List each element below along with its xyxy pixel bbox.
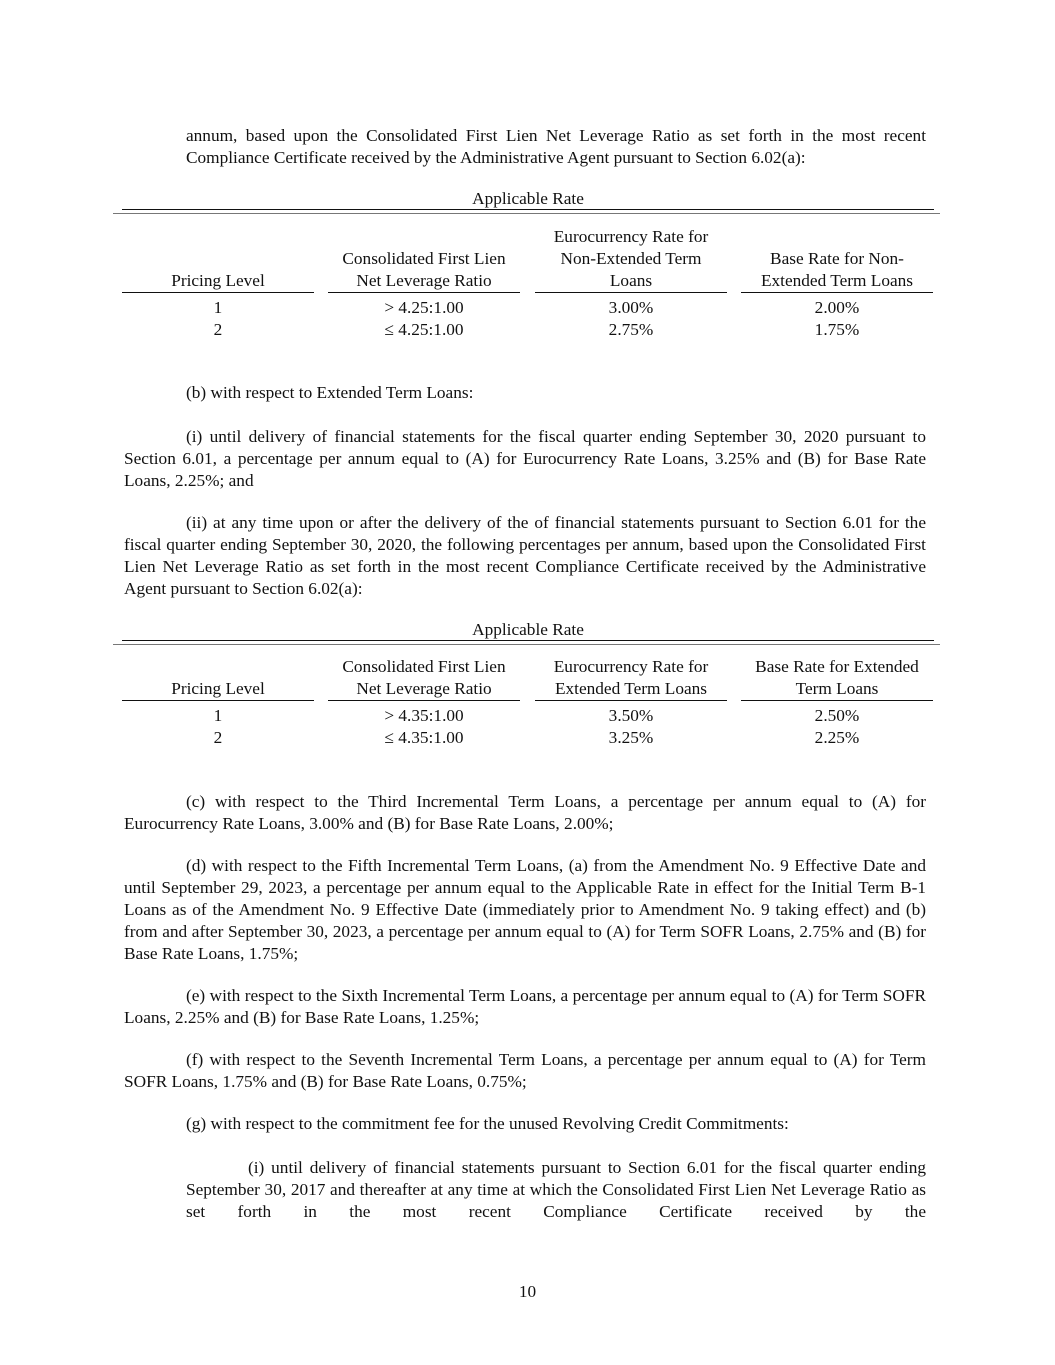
table1-cell: > 4.25:1.00 bbox=[384, 298, 464, 317]
table2-cell: 2.25% bbox=[814, 728, 860, 747]
table2-cell: ≤ 4.35:1.00 bbox=[384, 728, 464, 747]
table2-col-leverage-ratio bbox=[328, 656, 520, 749]
paragraph-c: (c) with respect to the Third Incremental Term Loans, a percentage per annum equal to (A) for Eurocurrency Rate Loans, 3.00% and (B) for Base Rate Loans, 2.00%; bbox=[124, 792, 926, 833]
table2-header-pricing-level: Pricing Level bbox=[171, 679, 265, 699]
table2-cell: 3.50% bbox=[608, 706, 654, 725]
paragraph-d: (d) with respect to the Fifth Incremental Term Loans, (a) from the Amendment No. 9 Effective Date and until September 29, 2023, a percentage per annum equal to the Applicable Rate in effect for the Initial Term B-1 Loans as of the Amendment No. 9 Effective Date (immediately prior to Amendment No. 9 taking effect) and (b) from and after September 30, 2023, a percentage per annum equal to (A) for Term SOFR Loans, 2.75% and (B) for Base Rate Loans, 1.75%; bbox=[124, 856, 926, 963]
table2-header-leverage-ratio: Consolidated First Lien Net Leverage Ratio bbox=[342, 657, 506, 699]
table1-col-pricing-level bbox=[122, 226, 314, 341]
table1-col-eurocurrency-rate bbox=[535, 226, 727, 341]
paragraph-b-ii: (ii) at any time upon or after the delivery of the of financial statements pursuant to Section 6.01 for the fiscal quarter ending September 30, 2020, the following percentages per annum, based upon the Consolidated First Lien Net Leverage Ratio as set forth in the most recent Compliance Certificate received by the Administrative Agent pursuant to Section 6.02(a): bbox=[124, 513, 926, 598]
paragraph-g: (g) with respect to the commitment fee for the unused Revolving Credit Commitments: bbox=[186, 1114, 789, 1133]
table1-cell: 2.75% bbox=[608, 320, 654, 339]
table1-cell: 2.00% bbox=[814, 298, 860, 317]
table2-header-eurocurrency-rate: Eurocurrency Rate for Extended Term Loans bbox=[553, 657, 709, 699]
table1-cell: 1 bbox=[213, 298, 223, 317]
table1-col-base-rate bbox=[741, 226, 933, 341]
intro-paragraph: annum, based upon the Consolidated First Lien Net Leverage Ratio as set forth in the most recent Compliance Certificate received by the Administrative Agent pursuant to Section 6.02(a): bbox=[186, 126, 926, 167]
table1-cell: 3.00% bbox=[608, 298, 654, 317]
table1-header-leverage-ratio: Consolidated First Lien Net Leverage Ratio bbox=[342, 249, 506, 291]
table2-caption-rule bbox=[122, 640, 934, 641]
paragraph-b-i: (i) until delivery of financial statements for the fiscal quarter ending September 30, 2020 pursuant to Section 6.01, a percentage per annum equal to (A) for Eurocurrency Rate Loans, 3.25% and (B) for Base Rate Loans, 2.25%; and bbox=[124, 427, 926, 490]
table1-header-base-rate: Base Rate for Non-Extended Term Loans bbox=[760, 249, 914, 291]
table2-caption: Applicable Rate bbox=[472, 620, 584, 639]
table2-cell: 1 bbox=[213, 706, 223, 725]
table2-cell: 2 bbox=[213, 728, 223, 747]
paragraph-e: (e) with respect to the Sixth Incremental Term Loans, a percentage per annum equal to (A) for Term SOFR Loans, 2.25% and (B) for Base Rate Loans, 1.25%; bbox=[124, 986, 926, 1027]
table1-caption-rule bbox=[122, 209, 934, 210]
table2-cell: 2.50% bbox=[814, 706, 860, 725]
table1-caption: Applicable Rate bbox=[472, 189, 584, 208]
page-number: 10 bbox=[518, 1282, 537, 1301]
table1-header-pricing-level: Pricing Level bbox=[171, 271, 265, 291]
table2-cell: > 4.35:1.00 bbox=[384, 706, 464, 725]
table1-col-leverage-ratio bbox=[328, 226, 520, 341]
table2-divider bbox=[113, 644, 940, 645]
table2-col-base-rate bbox=[741, 656, 933, 749]
table2-col-pricing-level bbox=[122, 656, 314, 749]
table2-header-base-rate: Base Rate for Extended Term Loans bbox=[755, 657, 919, 699]
paragraph-b: (b) with respect to Extended Term Loans: bbox=[186, 383, 474, 402]
paragraph-g-i: (i) until delivery of financial statements pursuant to Section 6.01 for the fiscal quarter ending September 30, 2017 and thereafter at any time at which the Consolidated First Lien Net Leverage Ratio as set forth in the most recent Compliance Certificate received by the bbox=[186, 1158, 926, 1221]
table1-cell: ≤ 4.25:1.00 bbox=[384, 320, 464, 339]
table1-cell: 1.75% bbox=[814, 320, 860, 339]
table1-header-eurocurrency-rate: Eurocurrency Rate for Non-Extended Term Loans bbox=[553, 227, 709, 291]
paragraph-f: (f) with respect to the Seventh Incremental Term Loans, a percentage per annum equal to (A) for Term SOFR Loans, 1.75% and (B) for Base Rate Loans, 0.75%; bbox=[124, 1050, 926, 1091]
table2-col-eurocurrency-rate bbox=[535, 656, 727, 749]
table1-cell: 2 bbox=[213, 320, 223, 339]
table2-cell: 3.25% bbox=[608, 728, 654, 747]
table1-divider bbox=[113, 213, 940, 214]
